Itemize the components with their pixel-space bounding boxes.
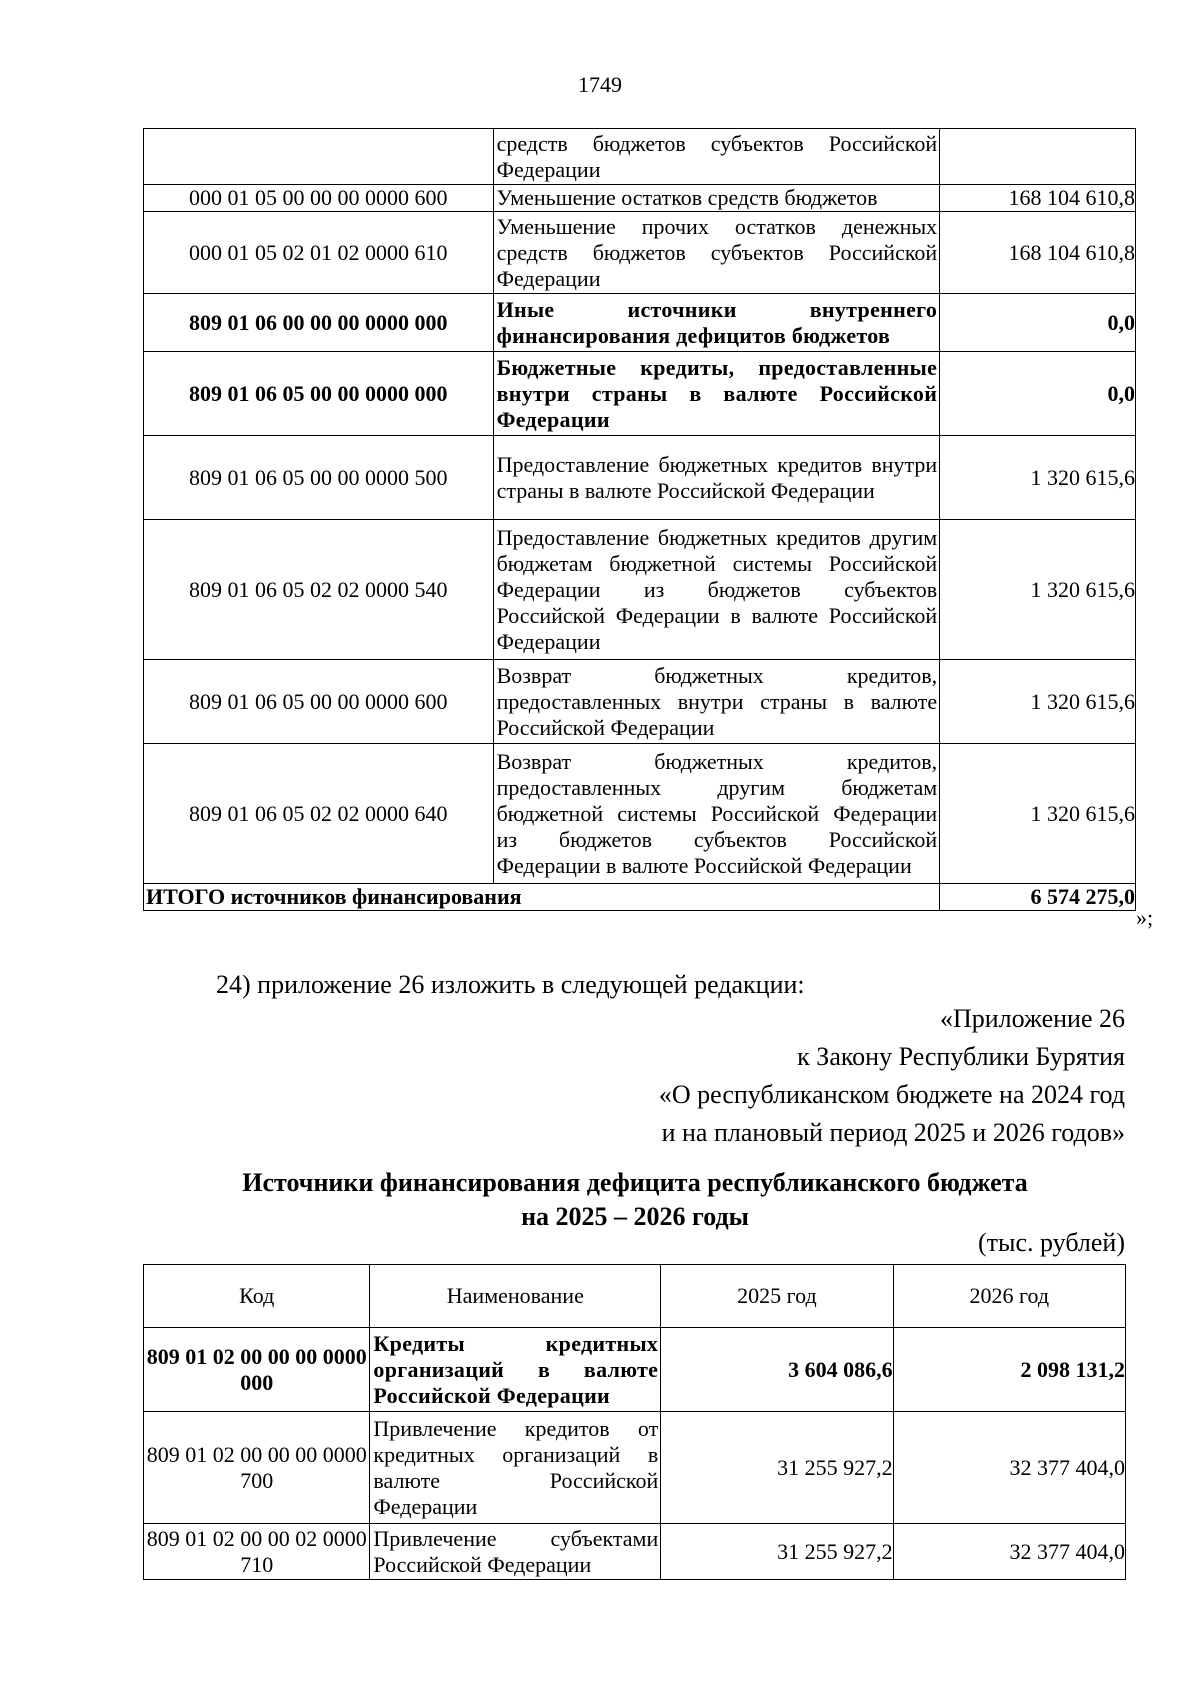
value-2026-cell: 32 377 404,0 xyxy=(893,1412,1125,1524)
appendix-header-line: «О республиканском бюджете на 2024 год xyxy=(658,1080,1125,1109)
header-row xyxy=(144,1265,1126,1328)
value-2026-cell: 32 377 404,0 xyxy=(893,1524,1125,1580)
table-row xyxy=(144,129,1136,185)
appendix-header-line: и на плановый период 2025 и 2026 годов» xyxy=(661,1118,1125,1147)
value-cell: 1 320 615,6 xyxy=(940,744,1136,884)
name-cell: Возврат бюджетных кредитов, предоставленных внутри страны в валюте Российской Федерации xyxy=(493,660,940,744)
code-cell: 809 01 06 05 02 02 0000 540 xyxy=(144,520,494,660)
page-number: 1749 xyxy=(578,72,622,97)
sources-table-continued xyxy=(143,128,1136,911)
table-row xyxy=(144,436,1136,520)
table-row xyxy=(144,185,1136,212)
header-code: Код xyxy=(144,1265,370,1328)
value-cell xyxy=(940,129,1136,185)
amendment-instruction: 24) приложение 26 изложить в следующей редакции: xyxy=(216,970,805,999)
value-cell: 168 104 610,8 xyxy=(940,185,1136,212)
name-cell: Предоставление бюджетных кредитов другим бюджетам бюджетной системы Российской Федерации из бюджетов субъектов Российской Федерации в валюте Российской Федерации xyxy=(493,520,940,660)
value-2025-cell: 3 604 086,6 xyxy=(661,1328,893,1412)
name-cell: Привлечение кредитов от кредитных организаций в валюте Российской Федерации xyxy=(370,1412,661,1524)
name-cell: Иные источники внутреннего финансирования дефицитов бюджетов xyxy=(493,294,940,352)
appendix-header xyxy=(659,1000,1125,1152)
code-cell: 809 01 02 00 00 00 0000 700 xyxy=(144,1412,370,1524)
total-value: 6 574 275,0 xyxy=(940,884,1136,911)
code-cell: 000 01 05 00 00 00 0000 600 xyxy=(144,185,494,212)
header-2026: 2026 год xyxy=(893,1265,1125,1328)
code-cell: 809 01 06 05 00 00 0000 600 xyxy=(144,660,494,744)
document-title xyxy=(0,1166,1200,1234)
name-cell: Привлечение субъектами Российской Федерации xyxy=(370,1524,661,1580)
document-title-line: на 2025 – 2026 годы xyxy=(521,1202,749,1231)
code-cell: 809 01 02 00 00 00 0000 000 xyxy=(144,1328,370,1412)
closing-quote: »; xyxy=(1136,905,1154,930)
value-cell: 1 320 615,6 xyxy=(940,520,1136,660)
table-row xyxy=(144,294,1136,352)
code-cell: 809 01 06 05 00 00 0000 000 xyxy=(144,352,494,436)
table-row xyxy=(144,660,1136,744)
name-cell: Бюджетные кредиты, предоставленные внутри страны в валюте Российской Федерации xyxy=(493,352,940,436)
name-cell: Возврат бюджетных кредитов, предоставленных другим бюджетам бюджетной системы Российской Федерации из бюджетов субъектов Российской Федерации в валюте Российской Федерации xyxy=(493,744,940,884)
units-label: (тыс. рублей) xyxy=(977,1228,1125,1257)
value-cell: 168 104 610,8 xyxy=(940,212,1136,294)
header-name: Наименование xyxy=(370,1265,661,1328)
table-row xyxy=(144,212,1136,294)
table-row xyxy=(144,520,1136,660)
code-cell: 809 01 06 05 02 02 0000 640 xyxy=(144,744,494,884)
name-cell: Уменьшение прочих остатков денежных средств бюджетов субъектов Российской Федерации xyxy=(493,212,940,294)
name-cell: Предоставление бюджетных кредитов внутри страны в валюте Российской Федерации xyxy=(493,436,940,520)
table-row xyxy=(144,1524,1126,1580)
total-label: ИТОГО источников финансирования xyxy=(144,884,940,911)
code-cell: 000 01 05 02 01 02 0000 610 xyxy=(144,212,494,294)
value-cell: 1 320 615,6 xyxy=(940,660,1136,744)
name-cell: Кредиты кредитных организаций в валюте Российской Федерации xyxy=(370,1328,661,1412)
code-cell xyxy=(144,129,494,185)
appendix-header-line: к Закону Республики Бурятия xyxy=(797,1042,1125,1071)
value-cell: 1 320 615,6 xyxy=(940,436,1136,520)
table-row xyxy=(144,1412,1126,1524)
name-cell: средств бюджетов субъектов Российской Федерации xyxy=(493,129,940,185)
value-2025-cell: 31 255 927,2 xyxy=(661,1524,893,1580)
value-cell: 0,0 xyxy=(940,352,1136,436)
appendix-header-line: «Приложение 26 xyxy=(939,1004,1125,1033)
code-cell: 809 01 06 05 00 00 0000 500 xyxy=(144,436,494,520)
value-cell: 0,0 xyxy=(940,294,1136,352)
value-2026-cell: 2 098 131,2 xyxy=(893,1328,1125,1412)
code-cell: 809 01 02 00 00 02 0000 710 xyxy=(144,1524,370,1580)
table-row xyxy=(144,744,1136,884)
document-title-line: Источники финансирования дефицита республиканского бюджета xyxy=(242,1168,1028,1197)
header-2025: 2025 год xyxy=(661,1265,893,1328)
value-2025-cell: 31 255 927,2 xyxy=(661,1412,893,1524)
table-row xyxy=(144,352,1136,436)
table-row xyxy=(144,1328,1126,1412)
name-cell: Уменьшение остатков средств бюджетов xyxy=(493,185,940,212)
code-cell: 809 01 06 00 00 00 0000 000 xyxy=(144,294,494,352)
sources-table-2025-2026 xyxy=(143,1264,1126,1580)
total-row xyxy=(144,884,1136,911)
